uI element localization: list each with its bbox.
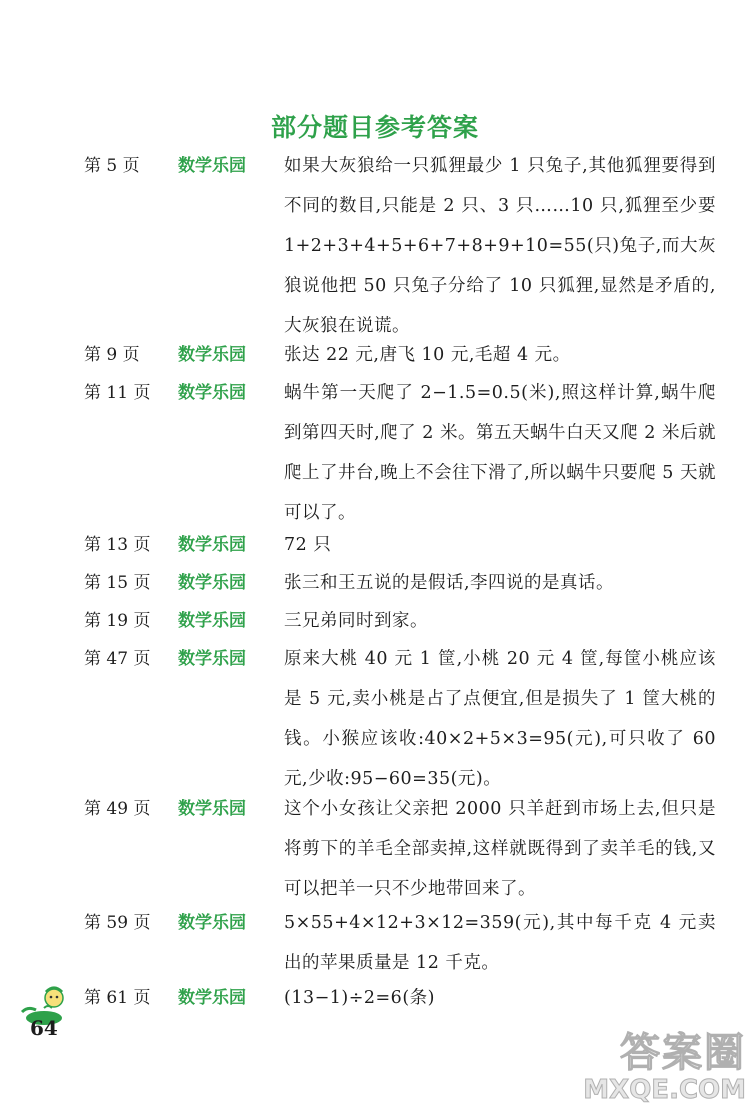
section-label: 数学乐园: [178, 383, 246, 403]
page-reference: 第 19 页: [84, 611, 151, 631]
page-reference: 第 47 页: [84, 649, 151, 669]
section-label: 数学乐园: [178, 649, 246, 669]
answer-text: 蜗牛第一天爬了 2−1.5=0.5(米),照这样计算,蜗牛爬到第四天时,爬了 2 米。第五天蜗牛白天又爬 2 米后就爬上了井台,晚上不会往下滑了,所以蜗牛只要爬 5 天就可以了。: [284, 383, 716, 523]
page-reference: 第 49 页: [84, 799, 151, 819]
answer-text: 5×55+4×12+3×12=359(元),其中每千克 4 元卖出的苹果质量是 12 千克。: [284, 913, 716, 973]
section-label: 数学乐园: [178, 535, 246, 555]
page-reference: 第 11 页: [84, 383, 151, 403]
answer-text: 72 只: [284, 535, 332, 555]
answer-text: (13−1)÷2=6(条): [284, 988, 435, 1008]
page-reference: 第 5 页: [84, 156, 140, 176]
page-reference: 第 15 页: [84, 573, 151, 593]
answer-text: 张三和王五说的是假话,李四说的是真话。: [284, 573, 615, 593]
section-label: 数学乐园: [178, 611, 246, 631]
page-reference: 第 59 页: [84, 913, 151, 933]
page-reference: 第 13 页: [84, 535, 151, 555]
page-reference: 第 9 页: [84, 345, 140, 365]
section-label: 数学乐园: [178, 799, 246, 819]
answer-text: 张达 22 元,唐飞 10 元,毛超 4 元。: [284, 345, 571, 365]
page-title: 部分题目参考答案: [270, 113, 479, 142]
section-label: 数学乐园: [178, 156, 246, 176]
answer-text: 如果大灰狼给一只狐狸最少 1 只兔子,其他狐狸要得到不同的数目,只能是 2 只、3 只……10 只,狐狸至少要 1+2+3+4+5+6+7+8+9+10=55(只)兔子,而大灰狼说他把 50 只兔子分给了 10 只狐狸,显然是矛盾的,大灰狼在说谎。: [284, 156, 716, 336]
section-label: 数学乐园: [178, 573, 246, 593]
page-number: 64: [30, 1016, 58, 1040]
answer-text: 这个小女孩让父亲把 2000 只羊赶到市场上去,但只是将剪下的羊毛全部卖掉,这样就既得到了卖羊毛的钱,又可以把羊一只不少地带回来了。: [284, 799, 716, 899]
watermark-line2: MXQE.COM: [583, 1075, 746, 1105]
page-reference: 第 61 页: [84, 988, 151, 1008]
watermark: [583, 1031, 746, 1105]
section-label: 数学乐园: [178, 345, 246, 365]
section-label: 数学乐园: [178, 988, 246, 1008]
section-label: 数学乐园: [178, 913, 246, 933]
answer-text: 三兄弟同时到家。: [284, 611, 428, 631]
watermark-line1: 答案圈: [620, 1030, 746, 1076]
answer-text: 原来大桃 40 元 1 筐,小桃 20 元 4 筐,每筐小桃应该是 5 元,卖小桃是占了点便宜,但是损失了 1 筐大桃的钱。小猴应该收:40×2+5×3=95(元),可只收了 60 元,少收:95−60=35(元)。: [284, 649, 716, 789]
